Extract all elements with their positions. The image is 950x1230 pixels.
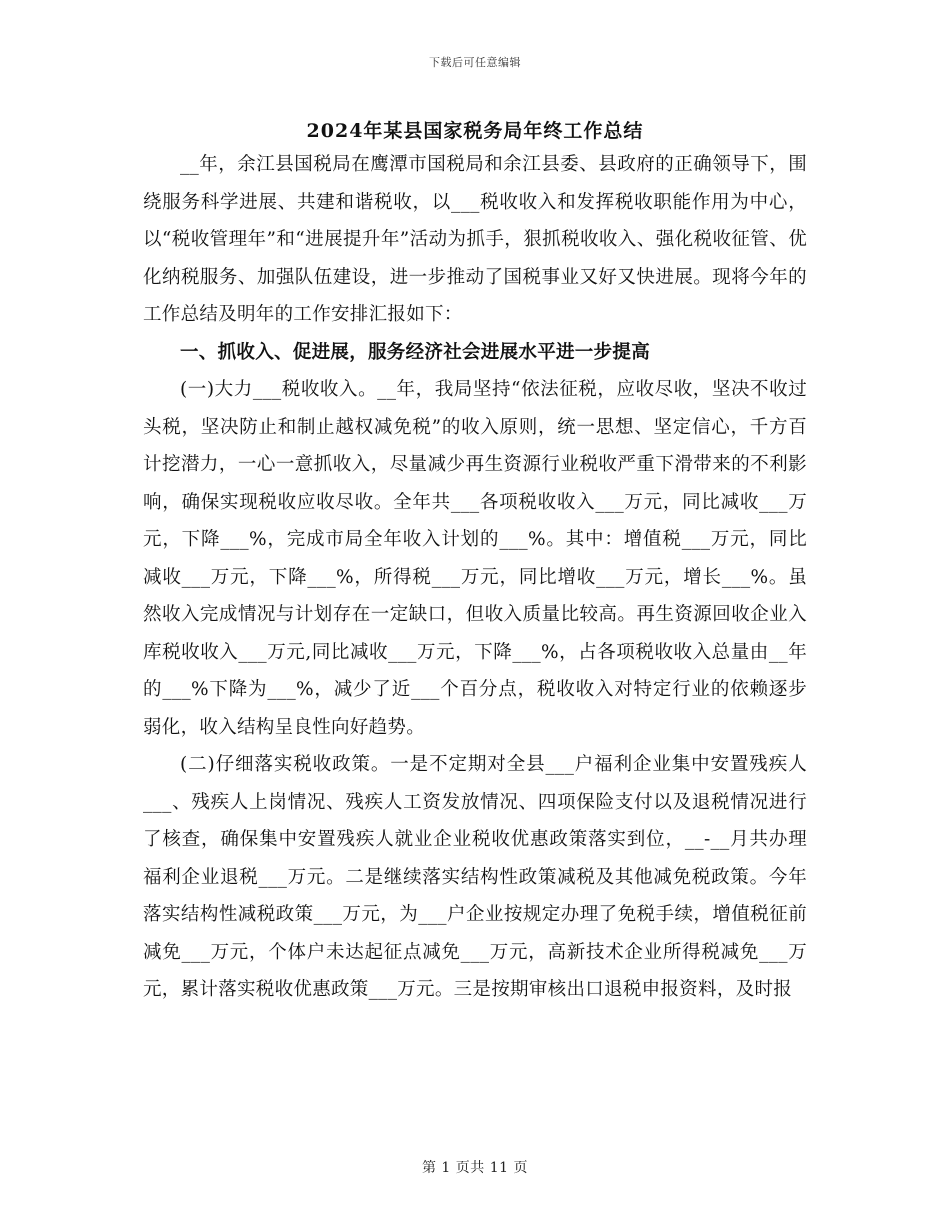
document-body — [143, 146, 807, 1009]
intro-paragraph: __年，余江县国税局在鹰潭市国税局和余江县委、县政府的正确领导下，围绕服务科学进展、共建和谐税收，以___税收收入和发挥税收职能作用为中心，以“税收管理年”和“进展提升年”活动为抓手，狠抓税收收入、强化税收征管、优化纳税服务、加强队伍建设，进一步推动了国税事业又好又快进展。现将今年的工作总结及明年的工作安排汇报如下： — [143, 154, 807, 325]
document-title: 2024年某县国家税务局年终工作总结 — [306, 120, 644, 142]
page-number: 第 1 页共 11 页 — [421, 1160, 529, 1176]
section-heading-1: 一、抓收入、促进展，服务经济社会进展水平进一步提高 — [180, 341, 651, 363]
paragraph-tax-revenue: (一)大力___税收收入。__年，我局坚持“依法征税，应收尽收，坚决不收过头税，坚决防止和制止越权减免税”的收入原则，统一思想、坚定信心，千方百计挖潜力，一心一意抓收入，尽量减少再生资源行业税收严重下滑带来的不利影响，确保实现税收应收尽收。全年共___各项税收收入___万元，同比减收___万元，下降___%，完成市局全年收入计划的___%。其中：增值税___万元，同比减收___万元，下降___%，所得税___万元，同比增收___万元，增长___%。虽然收入完成情况与计划存在一定缺口，但收入质量比较高。再生资源回收企业入库税收收入___万元,同比减收___万元，下降___%，占各项税收收入总量由__年的___%下降为___%，减少了近___个百分点，税收收入对特定行业的依赖逐步弱化，收入结构呈良性向好趋势。 — [143, 379, 807, 738]
page-header-note: 下载后可任意编辑 — [429, 56, 521, 69]
paragraph-tax-policy: (二)仔细落实税收政策。一是不定期对全县___户福利企业集中安置残疾人___、残疾人上岗情况、残疾人工资发放情况、四项保险支付以及退税情况进行了核查，确保集中安置残疾人就业企业税收优惠政策落实到位，__-__月共办理福利企业退税___万元。二是继续落实结构性政策减税及其他减免税政策。今年落实结构性减税政策___万元，为___户企业按规定办理了免税手续，增值税征前减免___万元，个体户未达起征点减免___万元，高新技术企业所得税减免___万元，累计落实税收优惠政策___万元。三是按期审核出口退税申报资料，及时报 — [143, 754, 807, 1000]
